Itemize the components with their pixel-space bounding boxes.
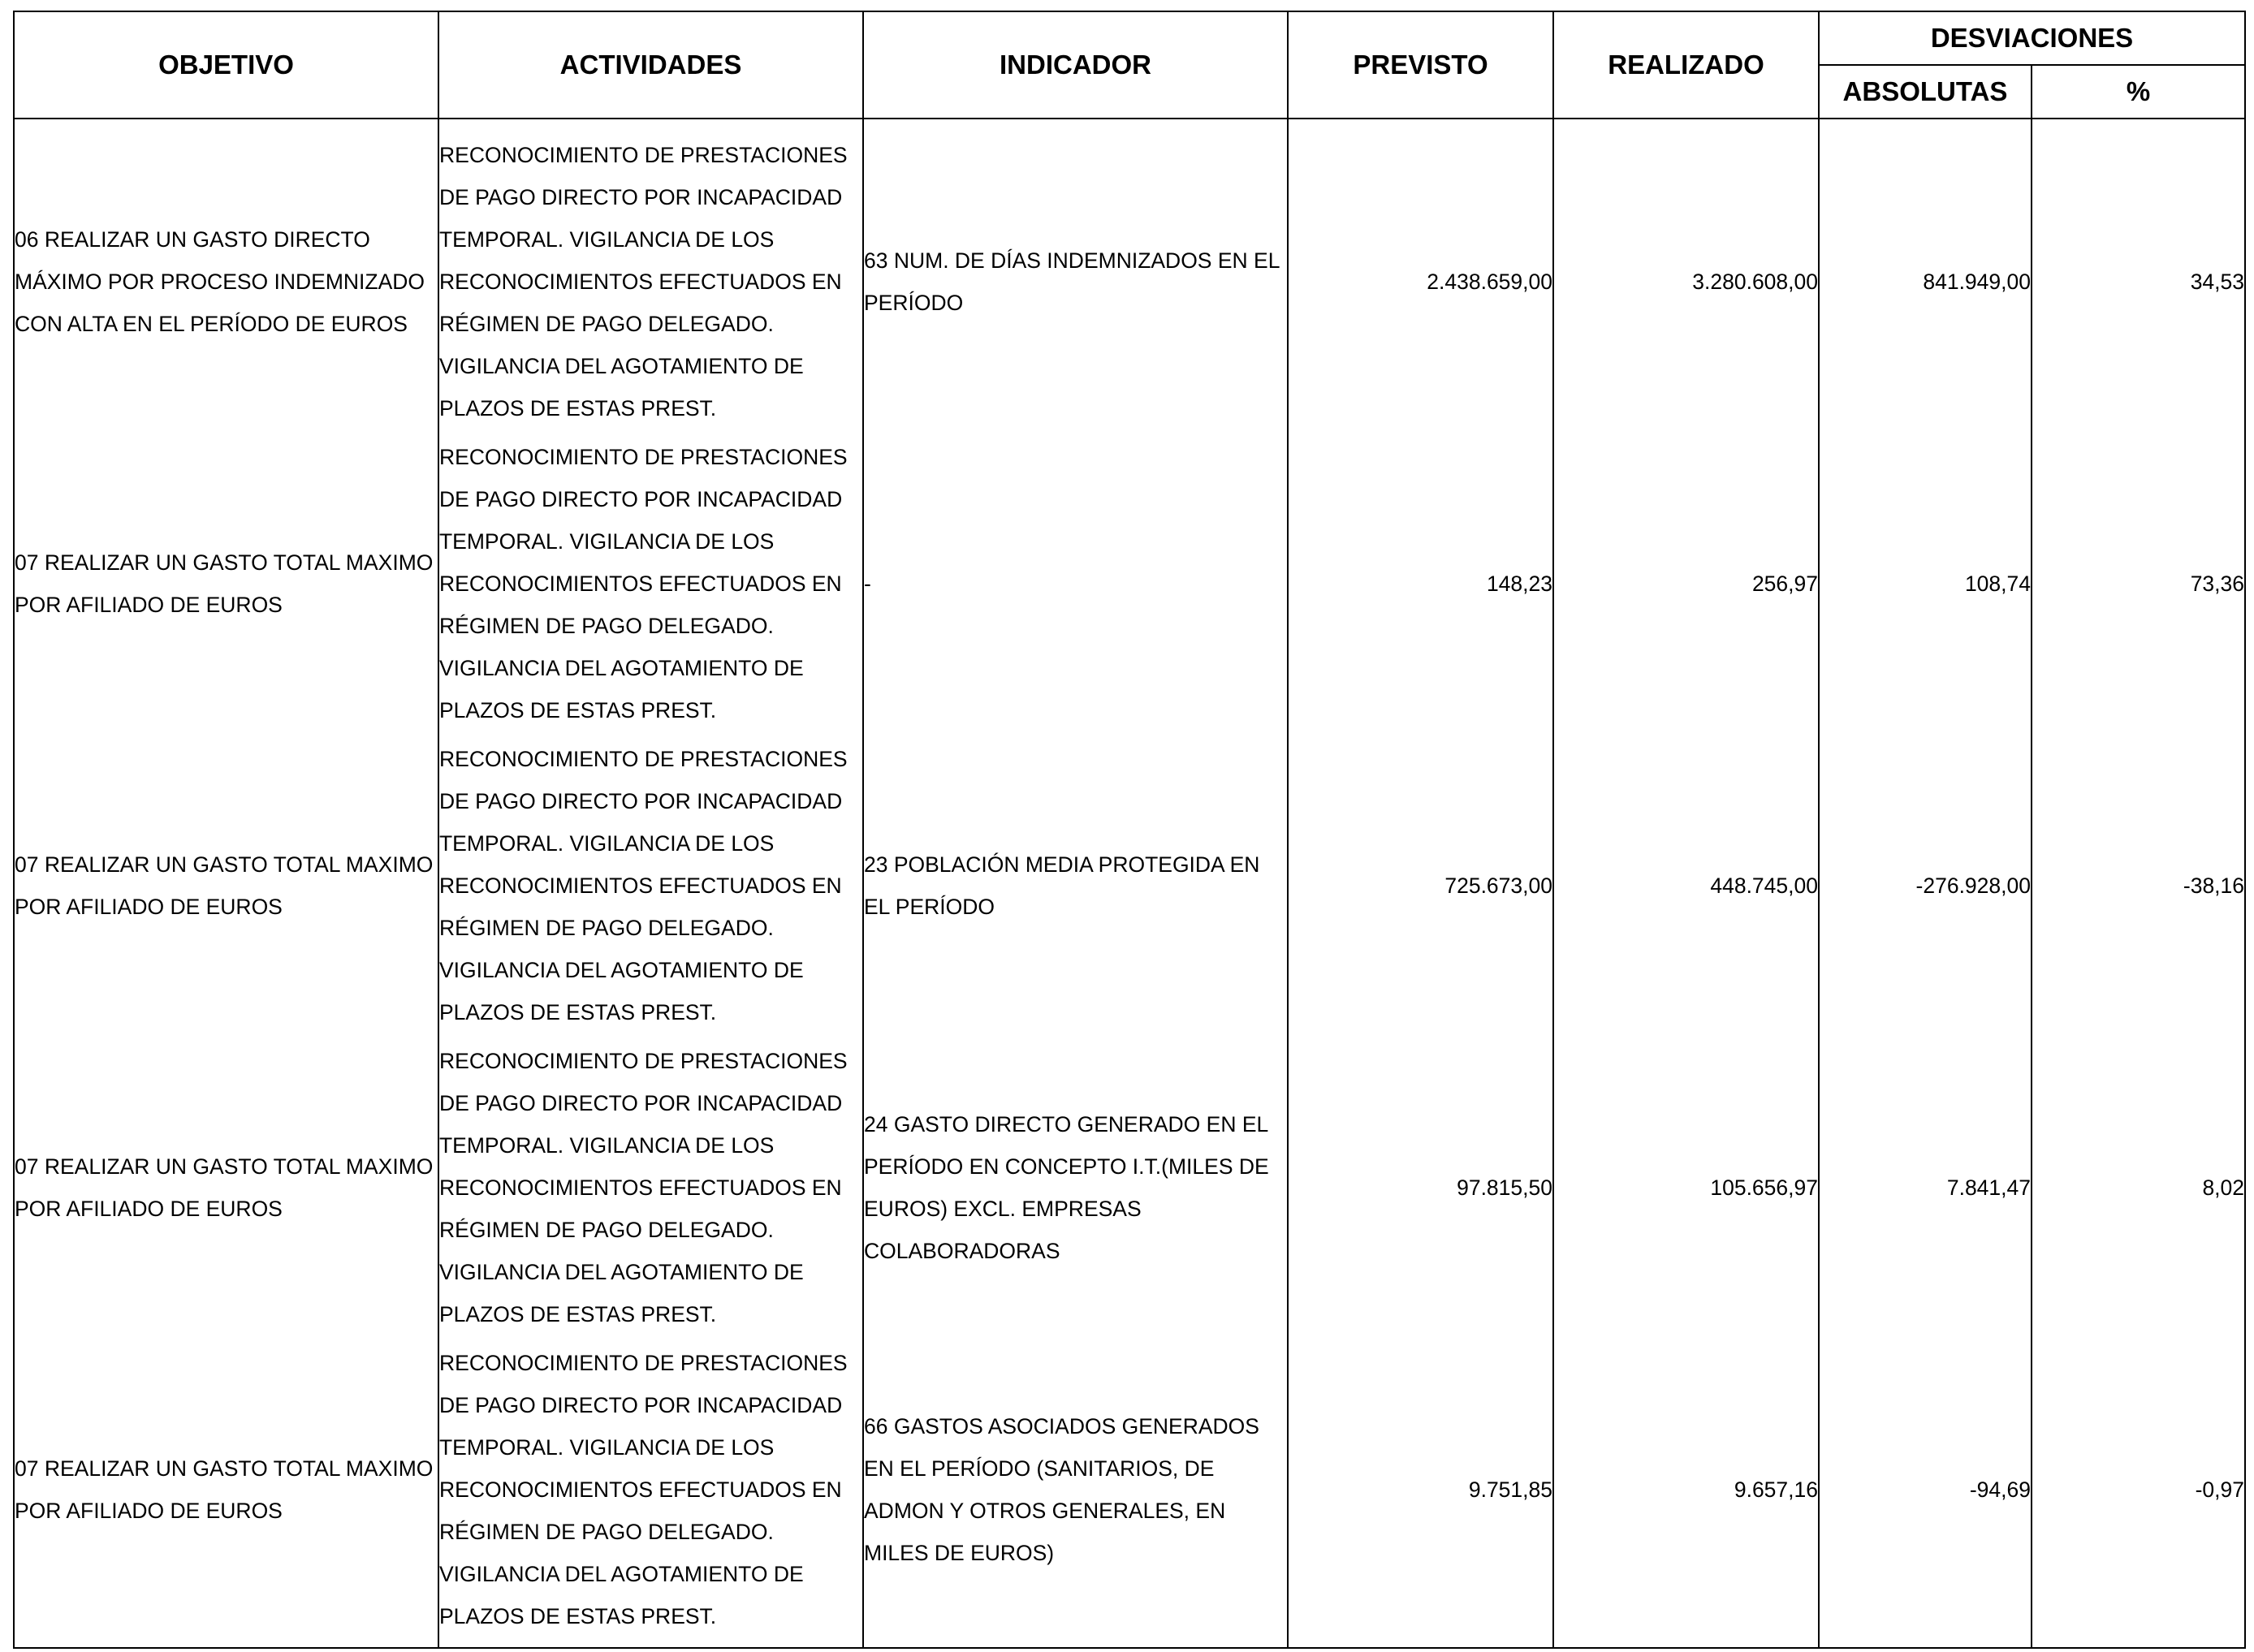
table-row (14, 433, 2245, 735)
cell-indicador: - (863, 433, 1288, 735)
cell-absolutas: 7.841,47 (1819, 1037, 2032, 1339)
cell-actividades: RECONOCIMIENTO DE PRESTACIONES DE PAGO DIRECTO POR INCAPACIDAD TEMPORAL. VIGILANCIA DE LOS RECONOCIMIENTOS EFECTUADOS EN RÉGIMEN DE PAGO DELEGADO. VIGILANCIA DEL AGOTAMIENTO DE PLAZOS DE ESTAS PREST. (438, 433, 863, 735)
cell-previsto: 725.673,00 (1288, 735, 1553, 1037)
cell-indicador: 24 GASTO DIRECTO GENERADO EN EL PERÍODO EN CONCEPTO I.T.(MILES DE EUROS) EXCL. EMPRESAS COLABORADORAS (863, 1037, 1288, 1339)
cell-indicador: 23 POBLACIÓN MEDIA PROTEGIDA EN EL PERÍODO (863, 735, 1288, 1037)
cell-absolutas: -276.928,00 (1819, 735, 2032, 1037)
cell-porcentaje: 34,53 (2032, 119, 2245, 433)
table-row (14, 119, 2245, 433)
header-realizado: REALIZADO (1553, 11, 1819, 119)
table-header (14, 11, 2245, 119)
cell-realizado: 3.280.608,00 (1553, 119, 1819, 433)
table-row (14, 735, 2245, 1037)
cell-actividades: RECONOCIMIENTO DE PRESTACIONES DE PAGO DIRECTO POR INCAPACIDAD TEMPORAL. VIGILANCIA DE LOS RECONOCIMIENTOS EFECTUADOS EN RÉGIMEN DE PAGO DELEGADO. VIGILANCIA DEL AGOTAMIENTO DE PLAZOS DE ESTAS PREST. (438, 1339, 863, 1648)
header-actividades: ACTIVIDADES (438, 11, 863, 119)
cell-objetivo: 07 REALIZAR UN GASTO TOTAL MAXIMO POR AFILIADO DE EUROS (14, 1037, 438, 1339)
cell-realizado: 9.657,16 (1553, 1339, 1819, 1648)
header-porcentaje: % (2032, 65, 2245, 119)
cell-indicador: 63 NUM. DE DÍAS INDEMNIZADOS EN EL PERÍODO (863, 119, 1288, 433)
cell-previsto: 148,23 (1288, 433, 1553, 735)
cell-realizado: 256,97 (1553, 433, 1819, 735)
header-absolutas: ABSOLUTAS (1819, 65, 2032, 119)
cell-previsto: 9.751,85 (1288, 1339, 1553, 1648)
cell-absolutas: -94,69 (1819, 1339, 2032, 1648)
cell-objetivo: 07 REALIZAR UN GASTO TOTAL MAXIMO POR AFILIADO DE EUROS (14, 1339, 438, 1648)
cell-previsto: 97.815,50 (1288, 1037, 1553, 1339)
table-row (14, 1339, 2245, 1648)
cell-porcentaje: 8,02 (2032, 1037, 2245, 1339)
table-row (14, 1037, 2245, 1339)
cell-porcentaje: 73,36 (2032, 433, 2245, 735)
cell-absolutas: 108,74 (1819, 433, 2032, 735)
cell-porcentaje: -38,16 (2032, 735, 2245, 1037)
header-objetivo: OBJETIVO (14, 11, 438, 119)
cell-indicador: 66 GASTOS ASOCIADOS GENERADOS EN EL PERÍODO (SANITARIOS, DE ADMON Y OTROS GENERALES, EN MILES DE EUROS) (863, 1339, 1288, 1648)
cell-realizado: 448.745,00 (1553, 735, 1819, 1037)
cell-realizado: 105.656,97 (1553, 1037, 1819, 1339)
cell-previsto: 2.438.659,00 (1288, 119, 1553, 433)
header-indicador: INDICADOR (863, 11, 1288, 119)
cell-absolutas: 841.949,00 (1819, 119, 2032, 433)
header-previsto: PREVISTO (1288, 11, 1553, 119)
cell-actividades: RECONOCIMIENTO DE PRESTACIONES DE PAGO DIRECTO POR INCAPACIDAD TEMPORAL. VIGILANCIA DE LOS RECONOCIMIENTOS EFECTUADOS EN RÉGIMEN DE PAGO DELEGADO. VIGILANCIA DEL AGOTAMIENTO DE PLAZOS DE ESTAS PREST. (438, 735, 863, 1037)
cell-actividades: RECONOCIMIENTO DE PRESTACIONES DE PAGO DIRECTO POR INCAPACIDAD TEMPORAL. VIGILANCIA DE LOS RECONOCIMIENTOS EFECTUADOS EN RÉGIMEN DE PAGO DELEGADO. VIGILANCIA DEL AGOTAMIENTO DE PLAZOS DE ESTAS PREST. (438, 1037, 863, 1339)
cell-porcentaje: -0,97 (2032, 1339, 2245, 1648)
deviation-table (13, 11, 2246, 1649)
header-desviaciones: DESVIACIONES (1819, 11, 2245, 65)
cell-objetivo: 07 REALIZAR UN GASTO TOTAL MAXIMO POR AFILIADO DE EUROS (14, 735, 438, 1037)
cell-objetivo: 07 REALIZAR UN GASTO TOTAL MAXIMO POR AFILIADO DE EUROS (14, 433, 438, 735)
cell-objetivo: 06 REALIZAR UN GASTO DIRECTO MÁXIMO POR PROCESO INDEMNIZADO CON ALTA EN EL PERÍODO DE EUROS (14, 119, 438, 433)
cell-actividades: RECONOCIMIENTO DE PRESTACIONES DE PAGO DIRECTO POR INCAPACIDAD TEMPORAL. VIGILANCIA DE LOS RECONOCIMIENTOS EFECTUADOS EN RÉGIMEN DE PAGO DELEGADO. VIGILANCIA DEL AGOTAMIENTO DE PLAZOS DE ESTAS PREST. (438, 119, 863, 433)
